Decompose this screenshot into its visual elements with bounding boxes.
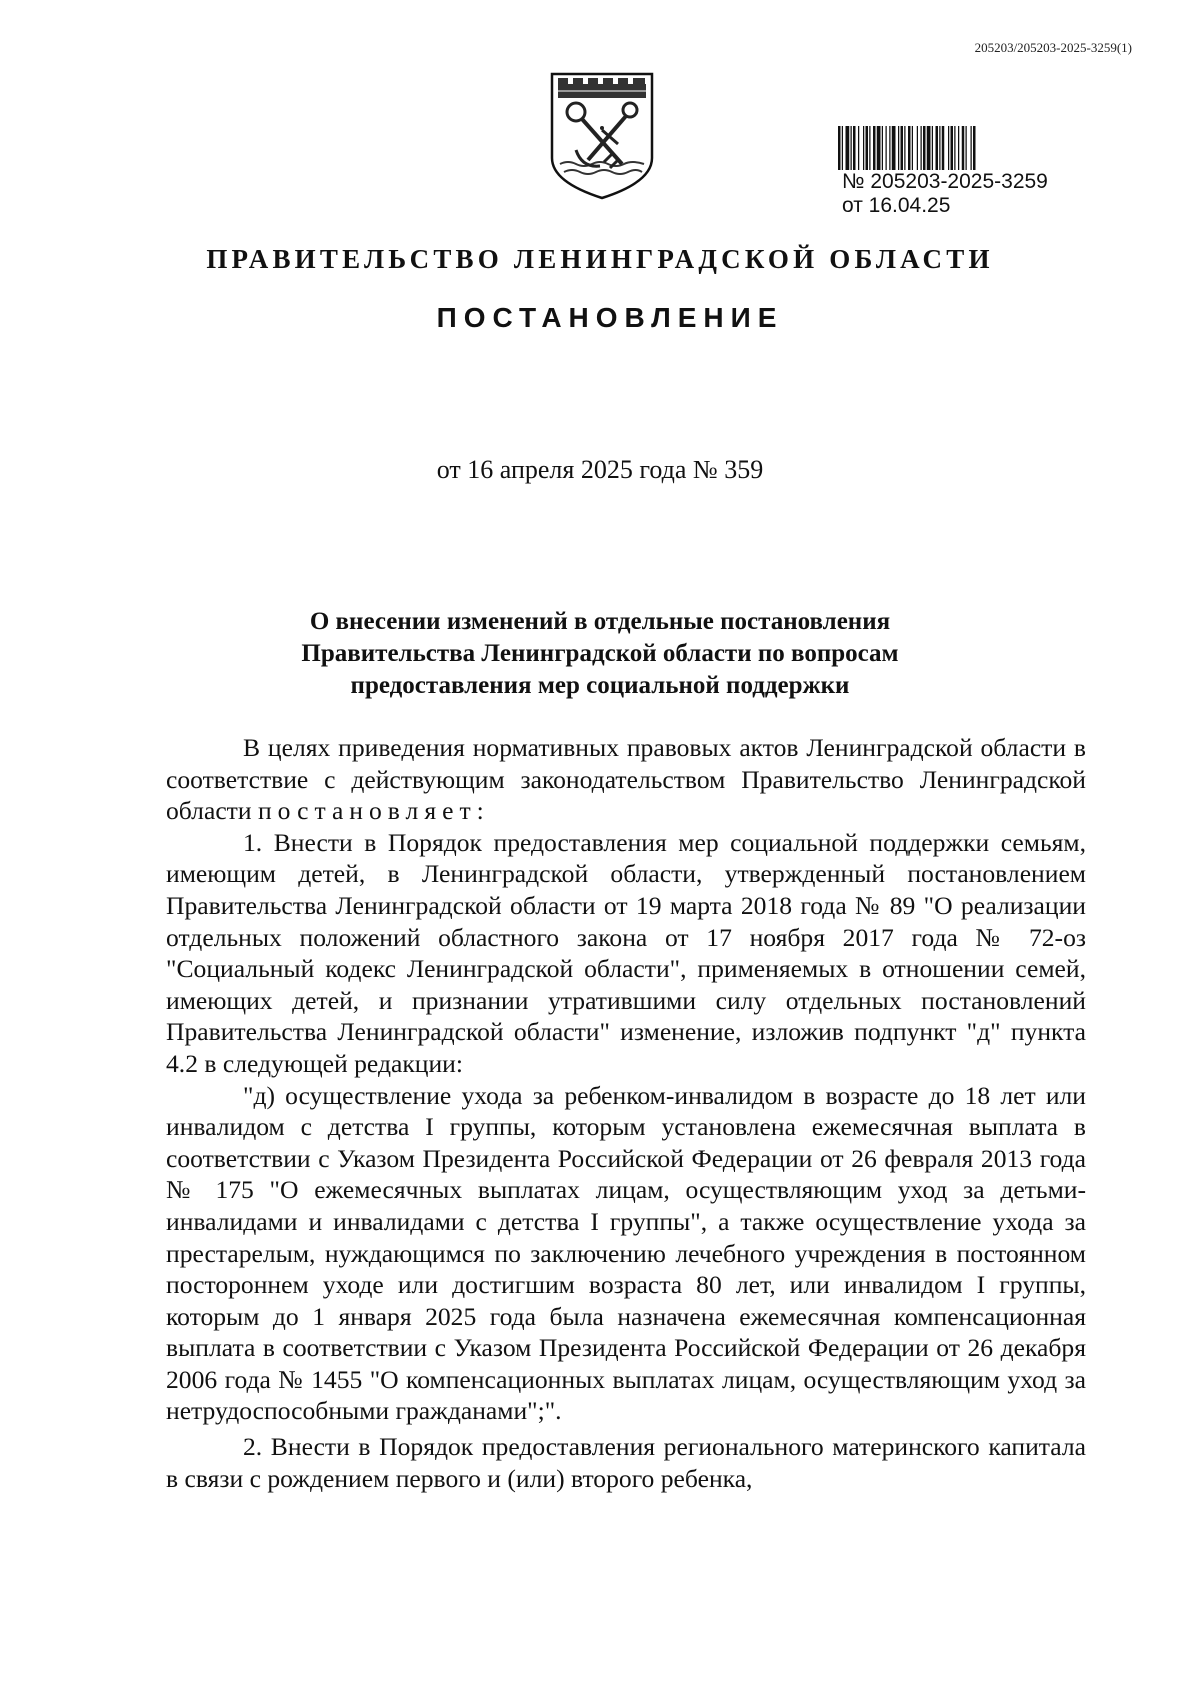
preamble-colon: : — [476, 796, 484, 826]
subject-line: О внесении изменений в отдельные постановления — [309, 608, 891, 635]
document-subject — [120, 606, 1080, 702]
document-id: 205203/205203-2025-3259(1) — [974, 40, 1132, 55]
preamble-decree-word: постановляет — [257, 796, 477, 826]
subject-line: предоставления мер социальной поддержки — [350, 672, 850, 699]
item-1-paragraph: 1. Внести в Порядок предоставления мер социальной поддержки семьям, имеющим детей, в Ленинградской области, утвержденный постановлением Правительства Ленинградской области от 19 марта 2018 года № 89 "О реализации отдельных положений областного закона от 17 ноября 2017 года № 72-оз "Социальный кодекс Ленинградской области", применяемых в отношении семей, имеющих детей, и признании утратившими силу отдельных постановлений Правительства Ленинградской области" изменение, изложив подпункт "д" пункта 4.2 в следующей редакции: — [166, 827, 1086, 1078]
government-title: ПРАВИТЕЛЬСТВО ЛЕНИНГРАДСКОЙ ОБЛАСТИ — [206, 244, 994, 274]
preamble-text: В целях приведения нормативных правовых актов Ленинградской области в соответствие с действующим законодательством Правительство Ленинградской области — [166, 733, 1086, 826]
barcode-icon — [838, 126, 1096, 170]
item-1-quote-paragraph: "д) осуществление ухода за ребенком-инвалидом в возрасте до 18 лет или инвалидом с детства I группы, которым установлена ежемесячная выплата в соответствии с Указом Президента Российской Федерации от 26 февраля 2013 года № 175 "О ежемесячных выплатах лицам, осуществляющим уход за детьми-инвалидами и инвалидами с детства I группы", а также осуществление ухода за престарелым, нуждающимся по заключению лечебного учреждения в постоянном постороннем уходе или достигшим возраста 80 лет, или инвалидом I группы, которым до 1 января 2025 года была назначена ежемесячная компенсационная выплата в соответствии с Указом Президента Российской Федерации от 26 декабря 2006 года № 1455 "О компенсационных выплатах лицам, осуществляющим уход за нетрудоспособными гражданами";". — [166, 1080, 1086, 1426]
preamble-paragraph — [166, 732, 1086, 827]
registration-stamp — [838, 126, 1098, 218]
registration-number: № 205203-2025-3259 — [842, 170, 1048, 193]
document-body — [166, 732, 1086, 1494]
coat-of-arms-icon — [548, 68, 656, 202]
document-type: ПОСТАНОВЛЕНИЕ — [436, 302, 784, 333]
subject-line: Правительства Ленинградской области по вопросам — [301, 640, 899, 667]
item-2-paragraph: 2. Внести в Порядок предоставления регионального материнского капитала в связи с рождением первого и (или) второго ребенка, — [166, 1432, 1086, 1493]
registration-date: от 16.04.25 — [842, 194, 951, 217]
document-date-number: от 16 апреля 2025 года № 359 — [436, 455, 764, 484]
